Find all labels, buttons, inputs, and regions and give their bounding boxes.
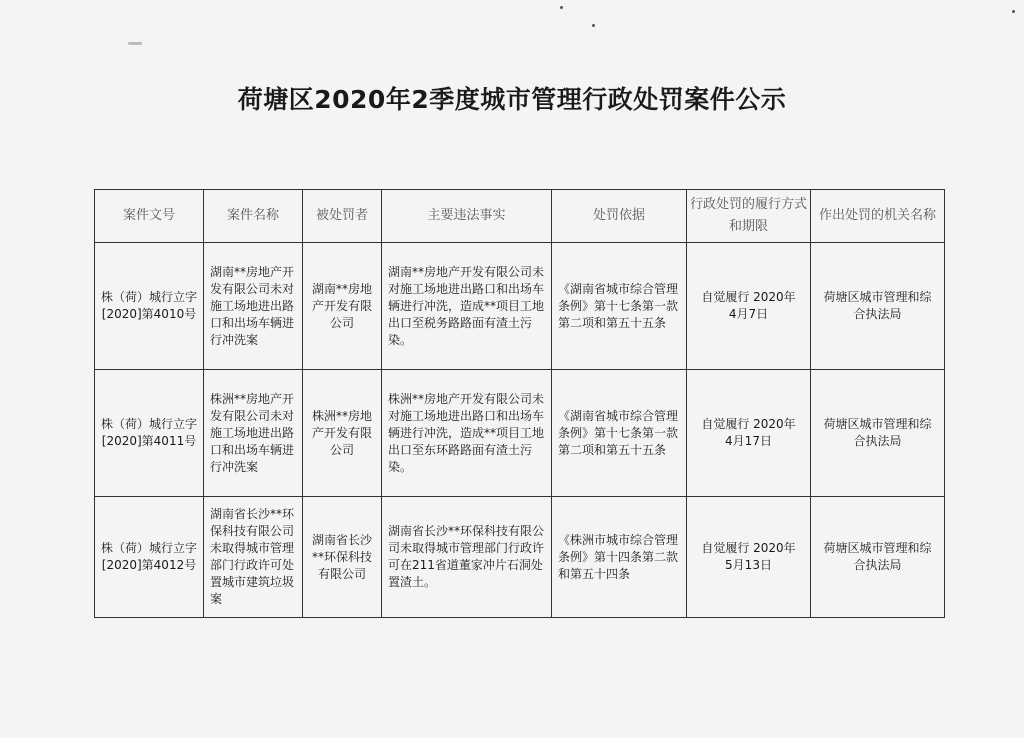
table-row	[95, 243, 945, 370]
header-facts: 主要违法事实	[382, 190, 552, 243]
case-no-cell: 株（荷）城行立字[2020]第4010号	[101, 290, 198, 321]
execution-cell: 自觉履行 2020年4月17日	[701, 417, 796, 448]
basis-cell: 《湖南省城市综合管理条例》第十七条第一款第二项和第五十五条	[558, 281, 679, 330]
party-cell: 株洲**房地产开发有限公司	[311, 408, 372, 457]
header-basis: 处罚依据	[552, 190, 687, 243]
table-row	[95, 497, 945, 618]
header-execution: 行政处罚的履行方式和期限	[687, 190, 811, 243]
facts-cell: 湖南省长沙**环保科技有限公司未取得城市管理部门行政许可在211省道董家冲片石洞处置渣土。	[388, 524, 545, 589]
case-name-cell: 湖南省长沙**环保科技有限公司未取得城市管理部门行政许可处置城市建筑垃圾案	[210, 507, 295, 606]
scan-speck	[1012, 10, 1015, 13]
case-no-cell: 株（荷）城行立字[2020]第4011号	[101, 417, 198, 448]
basis-cell: 《株洲市城市综合管理条例》第十四条第二款和第五十四条	[558, 532, 679, 581]
case-name-cell: 湖南**房地产开发有限公司未对施工场地进出路口和出场车辆进行冲洗案	[210, 264, 295, 347]
header-case-no: 案件文号	[95, 190, 204, 243]
table-header-row	[95, 190, 945, 243]
basis-cell: 《湖南省城市综合管理条例》第十七条第一款第二项和第五十五条	[558, 408, 679, 457]
facts-cell: 株洲**房地产开发有限公司未对施工场地进出路口和出场车辆进行冲洗，造成**项目工地出口至东环路路面有渣土污染。	[388, 391, 545, 474]
party-cell: 湖南省长沙**环保科技有限公司	[311, 532, 372, 581]
facts-cell: 湖南**房地产开发有限公司未对施工场地进出路口和出场车辆进行冲洗，造成**项目工地出口至税务路路面有渣土污染。	[388, 264, 545, 347]
authority-cell: 荷塘区城市管理和综合执法局	[823, 541, 932, 572]
authority-cell: 荷塘区城市管理和综合执法局	[823, 290, 932, 321]
header-case-name: 案件名称	[204, 190, 303, 243]
scan-speck	[128, 42, 142, 45]
execution-cell: 自觉履行 2020年5月13日	[701, 541, 796, 572]
scan-speck	[560, 6, 563, 9]
execution-cell: 自觉履行 2020年4月7日	[701, 290, 796, 321]
header-authority: 作出处罚的机关名称	[811, 190, 945, 243]
page-title: 荷塘区2020年2季度城市管理行政处罚案件公示	[237, 85, 787, 114]
case-no-cell: 株（荷）城行立字[2020]第4012号	[101, 541, 198, 572]
header-party: 被处罚者	[303, 190, 382, 243]
table-row	[95, 370, 945, 497]
case-table	[94, 189, 945, 618]
case-name-cell: 株洲**房地产开发有限公司未对施工场地进出路口和出场车辆进行冲洗案	[210, 391, 295, 474]
party-cell: 湖南**房地产开发有限公司	[311, 281, 372, 330]
authority-cell: 荷塘区城市管理和综合执法局	[823, 417, 932, 448]
scan-speck	[592, 24, 595, 27]
